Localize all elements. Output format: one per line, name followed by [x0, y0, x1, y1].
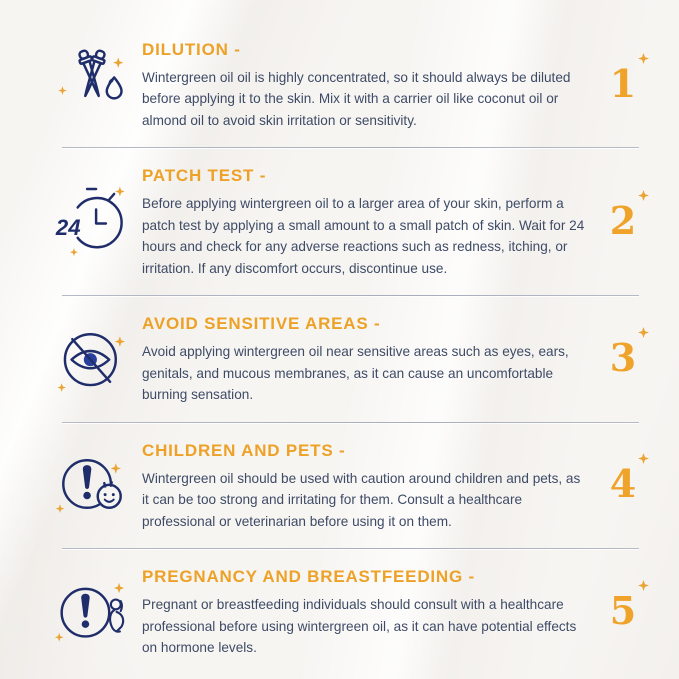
sparkle-icon — [111, 464, 121, 474]
icon-column — [42, 563, 142, 658]
section-avoid-sensitive-areas — [42, 300, 659, 417]
sparkle-icon — [113, 57, 123, 67]
step-number: 1 — [609, 60, 637, 106]
avoid-eye-icon — [51, 317, 133, 399]
section-title: AVOID SENSITIVE AREAS - — [142, 314, 381, 334]
section-title: PATCH TEST - — [142, 166, 267, 186]
sparkle-icon — [57, 383, 66, 392]
droppers-icon — [51, 43, 133, 125]
section-children-and-pets — [42, 427, 659, 544]
icon-column — [42, 437, 142, 532]
icon-column — [42, 310, 142, 405]
text-column — [142, 437, 587, 532]
sparkle-icon — [638, 327, 649, 338]
child-warning-icon — [51, 443, 133, 525]
number-column — [587, 563, 659, 658]
number-column — [587, 310, 659, 405]
sparkle-icon — [638, 190, 649, 201]
sparkle-icon — [638, 53, 649, 64]
section-body: Pregnant or breastfeeding individuals should consult with a healthcare professional before using wintergreen oil, as it can have potential effects on hormone levels. — [142, 597, 577, 656]
sparkle-icon — [56, 505, 65, 514]
section-pregnancy-and-breastfeeding — [42, 553, 659, 670]
text-column — [142, 162, 587, 279]
section-title: CHILDREN AND PETS - — [142, 440, 346, 460]
section-divider — [62, 548, 639, 549]
sparkle-icon — [638, 580, 649, 591]
step-number: 5 — [609, 587, 637, 633]
section-patch-test — [42, 152, 659, 291]
section-divider — [62, 295, 639, 296]
24-hour-clock-icon — [51, 180, 133, 262]
sparkle-icon — [638, 453, 649, 464]
text-column — [142, 36, 587, 131]
step-number: 3 — [609, 334, 637, 380]
text-column — [142, 563, 587, 658]
number-column — [587, 162, 659, 279]
section-body: Wintergreen oil oil is highly concentrated, so it should always be diluted before applying it to the skin. Mix it with a carrier oil like coconut oil or almond oil to avoid skin irritation or sensitivity. — [142, 70, 571, 128]
text-column — [142, 310, 587, 405]
section-body: Before applying wintergreen oil to a larger area of your skin, perform a patch test by applying a small amount to a small patch of skin. Wait for 24 hours and check for any adverse reactions such as redness, itching, or irritation. If any discomfort occurs, discontinue use. — [142, 196, 585, 276]
svg-text:24: 24 — [55, 214, 81, 240]
pregnancy-warning-icon — [51, 570, 133, 652]
sparkle-icon — [115, 336, 125, 346]
section-dilution — [42, 26, 659, 143]
icon-column — [42, 162, 142, 279]
sparkle-icon — [58, 86, 67, 95]
section-divider — [62, 147, 639, 148]
sparkle-icon — [55, 633, 64, 642]
sparkle-icon — [114, 583, 124, 593]
step-number: 4 — [609, 461, 637, 507]
section-body: Wintergreen oil should be used with caution around children and pets, as it can be too strong and irritating for them. Consult a healthcare professional or veterinarian before using it on them. — [142, 470, 581, 529]
number-column — [587, 437, 659, 532]
icon-column — [42, 36, 142, 131]
section-body: Avoid applying wintergreen oil near sensitive areas such as eyes, ears, genitals, and mucous membranes, as it can cause an uncomfortable burning sensation. — [142, 344, 569, 403]
section-title: PREGNANCY AND BREASTFEEDING - — [142, 567, 476, 587]
sparkle-icon — [70, 248, 78, 256]
sparkle-icon — [115, 186, 125, 196]
number-column — [587, 36, 659, 131]
step-number: 2 — [609, 197, 637, 243]
section-title: DILUTION - — [142, 40, 241, 59]
section-divider — [62, 422, 639, 423]
